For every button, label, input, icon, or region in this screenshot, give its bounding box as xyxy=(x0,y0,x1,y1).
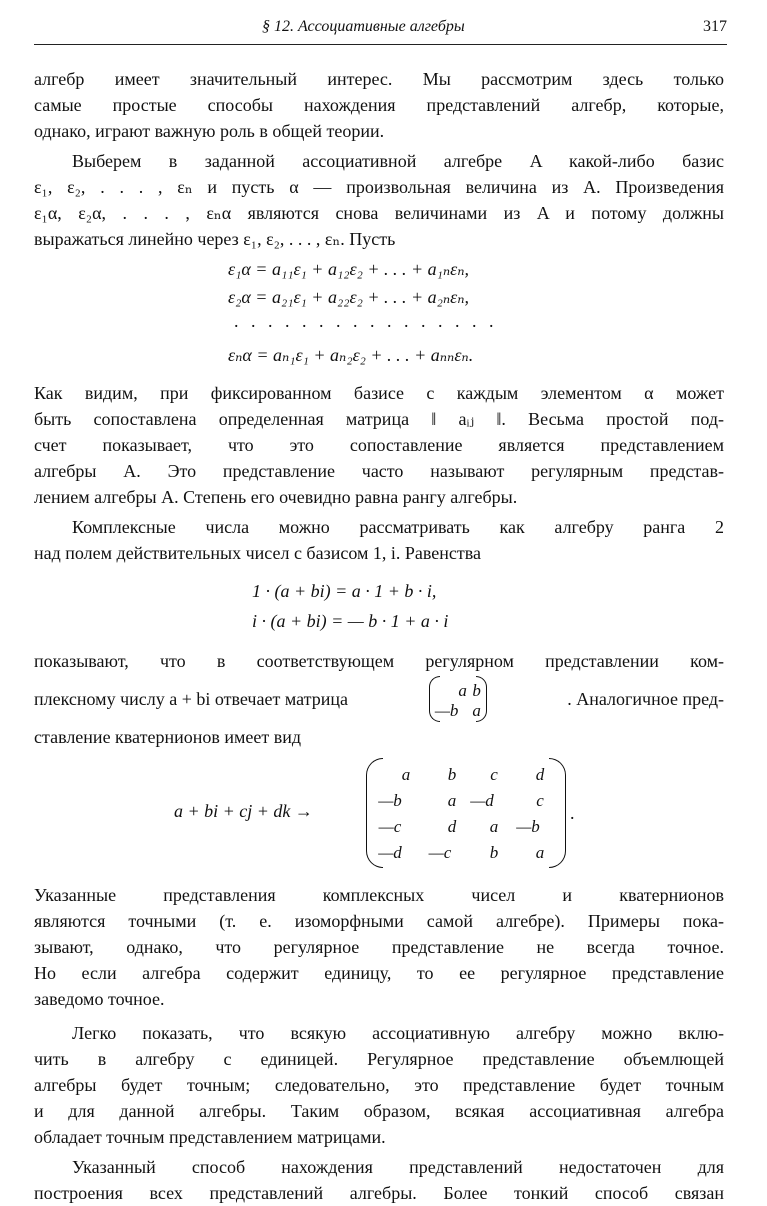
text-line: алгебр имеет значительный интерес. Мы рассмотрим здесь только xyxy=(34,69,724,89)
equation-row-2: ε₂α = a₂₁ε₁ + a₂₂ε₂ + . . . + a₂ₙεₙ, xyxy=(228,287,470,307)
matrix-cell: a xyxy=(447,791,457,810)
matrix-cell: c xyxy=(536,791,544,810)
text-line: счет показывает, что это сопоставление является представлением xyxy=(34,435,724,455)
matrix-cell: —b xyxy=(378,791,402,810)
complex-matrix xyxy=(429,676,487,722)
text-line: Указанный способ нахождения представлений недостаточен для xyxy=(72,1157,724,1177)
text-line: ε₁, ε₂, . . . , εₙ и пусть α — произвольная величина из A. Произведения xyxy=(34,177,724,197)
matrix-cell: a xyxy=(489,817,499,836)
matrix-cell: —b xyxy=(516,817,540,836)
quaternion-representation xyxy=(34,750,724,882)
matrix-cell: a xyxy=(458,681,467,700)
equation-system-basis xyxy=(34,252,724,380)
text-line: Выберем в заданной ассоциативной алгебре A какой-либо базис xyxy=(72,151,724,171)
paragraph-2 xyxy=(34,148,724,252)
matrix-cell: b xyxy=(489,843,499,862)
text-line: Легко показать, что всякую ассоциативную алгебру можно вклю- xyxy=(72,1023,724,1043)
equation-dots: . . . . . . . . . . . . . . . . xyxy=(234,311,498,331)
paragraph-1 xyxy=(34,66,724,144)
text-line: обладает точным представлением матрицами. xyxy=(34,1127,386,1147)
right-parenthesis xyxy=(549,758,566,868)
text-line: алгебры будет точным; следовательно, это представление будет точным xyxy=(34,1075,724,1095)
matrix-cell: —c xyxy=(428,843,452,862)
text-line: быть сопоставлена определенная матрица ‖ aᵢⱼ ‖. Весьма простой под- xyxy=(34,409,724,429)
text-line: чить в алгебру с единицей. Регулярное представление объемлющей xyxy=(34,1049,724,1069)
paragraph-5 xyxy=(34,648,724,750)
text-line: выражаться линейно через ε₁, ε₂, . . . , εₙ. Пусть xyxy=(34,229,396,249)
matrix-cell: a xyxy=(535,843,545,862)
header-title: § 12. Ассоциативные алгебры xyxy=(262,18,465,35)
text-line: заведомо точное. xyxy=(34,989,165,1009)
text-fragment: . Аналогичное пред- xyxy=(567,689,724,709)
quaternion-lhs: a + bi + cj + dk → xyxy=(174,801,313,821)
page-number: 317 xyxy=(703,18,727,35)
right-parenthesis xyxy=(476,676,487,722)
equation-row-1: ε₁α = a₁₁ε₁ + a₁₂ε₂ + . . . + a₁ₙεₙ, xyxy=(228,259,470,279)
text-line: показывают, что в соответствующем регулярном представлении ком- xyxy=(34,651,724,671)
text-line: зывают, однако, что регулярное представление не всегда точное. xyxy=(34,937,724,957)
equation-complex-basis xyxy=(34,566,724,648)
paragraph-8 xyxy=(34,1154,724,1206)
complex-equation-2: i · (a + bi) = — b · 1 + a · i xyxy=(252,611,449,631)
page-body xyxy=(34,66,724,1206)
text-line: лением алгебры A. Степень его очевидно равна рангу алгебры. xyxy=(34,487,518,507)
running-header xyxy=(34,16,727,45)
text-fragment: плексному числу a + bi отвечает матрица xyxy=(34,689,348,709)
complex-equation-1: 1 · (a + bi) = a · 1 + b · i, xyxy=(252,581,437,601)
text-line: Но если алгебра содержит единицу, то ее регулярное представление xyxy=(34,963,724,983)
matrix-cell: d xyxy=(535,765,545,784)
text-line-with-matrix xyxy=(34,674,724,724)
paragraph-7 xyxy=(34,1020,724,1150)
matrix-cell: a xyxy=(472,701,481,720)
matrix-cell: b xyxy=(472,681,481,700)
matrix-cell: —b xyxy=(434,701,459,720)
paragraph-4 xyxy=(34,514,724,566)
text-line: алгебры A. Это представление часто называют регулярным представ- xyxy=(34,461,724,481)
quaternion-period: . xyxy=(570,803,575,823)
matrix-cell: d xyxy=(447,817,457,836)
text-line: Комплексные числа можно рассматривать как алгебру ранга 2 xyxy=(72,517,724,537)
matrix-cell: b xyxy=(447,765,457,784)
equation-row-n: εₙα = aₙ₁ε₁ + aₙ₂ε₂ + . . . + aₙₙεₙ. xyxy=(228,345,474,365)
matrix-cell: —c xyxy=(378,817,402,836)
text-line: построения всех представлений алгебры. Более тонкий способ связан xyxy=(34,1183,724,1203)
text-line: однако, играют важную роль в общей теории. xyxy=(34,121,385,141)
text-line: ставление кватернионов имеет вид xyxy=(34,727,301,747)
paragraph-3 xyxy=(34,380,724,510)
text-line: над полем действительных чисел с базисом 1, i. Равенства xyxy=(34,543,481,563)
text-line: ε₁α, ε₂α, . . . , εₙα являются снова величинами из A и потому должны xyxy=(34,203,724,223)
text-line: Указанные представления комплексных чисел и кватернионов xyxy=(34,885,724,905)
text-line: являются точными (т. е. изоморфными самой алгебре). Примеры пока- xyxy=(34,911,724,931)
quaternion-matrix xyxy=(366,758,566,868)
matrix-cell: —d xyxy=(378,843,402,862)
text-line: Как видим, при фиксированном базисе с каждым элементом α может xyxy=(34,383,724,403)
paragraph-6 xyxy=(34,882,724,1012)
text-line: и для данной алгебры. Таким образом, всякая ассоциативная алгебра xyxy=(34,1101,724,1121)
matrix-cell: —d xyxy=(470,791,494,810)
text-line: самые простые способы нахождения представлений алгебр, которые, xyxy=(34,95,724,115)
matrix-cell: a xyxy=(401,765,411,784)
matrix-cell: c xyxy=(490,765,498,784)
